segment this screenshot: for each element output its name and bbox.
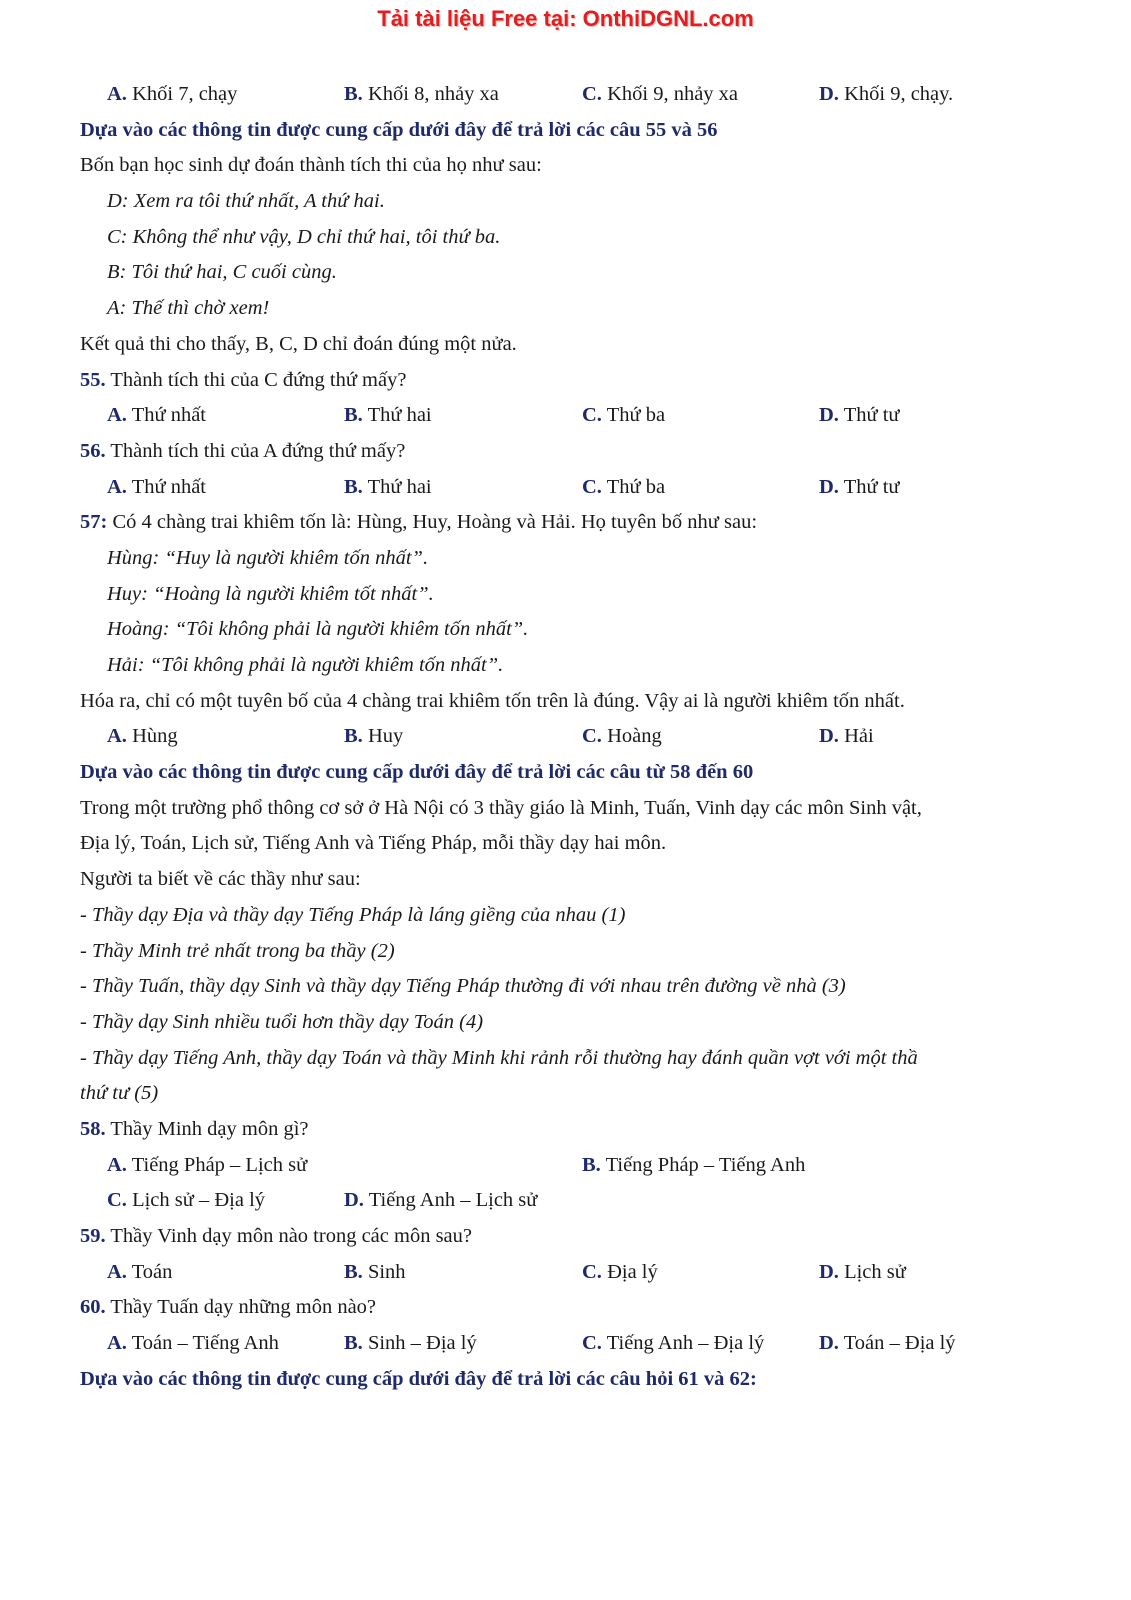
- q60-option-a: A. Toán – Tiếng Anh: [107, 1332, 279, 1355]
- q54-option-b: B. Khối 8, nhảy xa: [344, 83, 499, 105]
- q55-question: 55. Thành tích thi của C đứng thứ mấy?: [80, 368, 407, 391]
- q57-option-b: B. Huy: [344, 725, 404, 748]
- section2-paragraph: Địa lý, Toán, Lịch sử, Tiếng Anh và Tiếng Pháp, mỗi thầy dạy hai môn.: [80, 832, 667, 855]
- section1-heading: Dựa vào các thông tin được cung cấp dưới đây để trả lời các câu 55 và 56: [80, 118, 718, 141]
- q59-options: [80, 1255, 1080, 1291]
- q58-options-row1: [80, 1148, 1080, 1184]
- q55-option-a: A. Thứ nhất: [107, 404, 207, 427]
- q56-option-d: D. Thứ tư: [819, 475, 900, 498]
- section2-fact: - Thầy Minh trẻ nhất trong ba thầy (2): [80, 939, 395, 962]
- q58-option-c: C. Lịch sử – Địa lý: [107, 1189, 266, 1212]
- section1-statement: B: Tôi thứ hai, C cuối cùng.: [107, 261, 337, 284]
- q56-option-a: A. Thứ nhất: [107, 475, 207, 498]
- q55-option-c: C. Thứ ba: [582, 404, 666, 427]
- q57-options: [80, 719, 1080, 755]
- q59-option-c: C. Địa lý: [582, 1260, 658, 1283]
- q60-option-c: C. Tiếng Anh – Địa lý: [582, 1332, 765, 1355]
- section1-statement: A: Thế thì chờ xem!: [107, 297, 270, 320]
- section1-statement: C: Không thể như vậy, D chỉ thứ hai, tôi thứ ba.: [107, 225, 501, 248]
- q60-options: [80, 1326, 1080, 1362]
- q58-question: 58. Thầy Minh dạy môn gì?: [80, 1117, 309, 1140]
- q54-option-a: A. Khối 7, chạy: [107, 83, 238, 105]
- q59-question: 59. Thầy Vinh dạy môn nào trong các môn sau?: [80, 1225, 472, 1247]
- section2-fact: - Thầy Tuấn, thầy dạy Sinh và thầy dạy Tiếng Pháp thường đi với nhau trên đường về nhà (3): [80, 975, 846, 998]
- document-body: [80, 77, 1080, 1397]
- section2-intro: Người ta biết về các thầy như sau:: [80, 868, 361, 891]
- section2-fact: - Thầy dạy Địa và thầy dạy Tiếng Pháp là láng giềng của nhau (1): [80, 903, 626, 926]
- q58-option-a: A. Tiếng Pháp – Lịch sử: [107, 1153, 308, 1176]
- section2-fact: thứ tư (5): [80, 1082, 159, 1105]
- q56-option-b: B. Thứ hai: [344, 475, 432, 498]
- q59-option-a: A. Toán: [107, 1260, 173, 1283]
- q57-option-d: D. Hải: [819, 725, 874, 748]
- section1-result: Kết quả thi cho thấy, B, C, D chỉ đoán đúng một nửa.: [80, 332, 517, 355]
- section2-paragraph: Trong một trường phổ thông cơ sở ở Hà Nội có 3 thầy giáo là Minh, Tuấn, Vinh dạy các môn Sinh vật,: [80, 796, 922, 819]
- q56-option-c: C. Thứ ba: [582, 475, 666, 498]
- section2-fact: - Thầy dạy Sinh nhiều tuổi hơn thầy dạy Toán (4): [80, 1010, 484, 1033]
- q54-option-d: D. Khối 9, chạy.: [819, 83, 954, 105]
- section2-heading: Dựa vào các thông tin được cung cấp dưới đây để trả lời các câu từ 58 đến 60: [80, 761, 754, 784]
- q57-option-a: A. Hùng: [107, 725, 178, 748]
- q55-options: [80, 398, 1080, 434]
- q55-option-d: D. Thứ tư: [819, 404, 900, 427]
- q58-option-b: B. Tiếng Pháp – Tiếng Anh: [582, 1153, 806, 1176]
- q57-statement: Hùng: “Huy là người khiêm tốn nhất”.: [107, 546, 429, 569]
- q59-option-d: D. Lịch sử: [819, 1260, 906, 1283]
- q57-option-c: C. Hoàng: [582, 725, 662, 748]
- section2-fact: - Thầy dạy Tiếng Anh, thầy dạy Toán và thầy Minh khi rảnh rỗi thường hay đánh quần vợt với một thầ: [80, 1046, 918, 1069]
- q57-question: 57: Có 4 chàng trai khiêm tốn là: Hùng, Huy, Hoàng và Hải. Họ tuyên bố như sau:: [80, 511, 758, 534]
- q54-option-c: C. Khối 9, nhảy xa: [582, 83, 739, 105]
- section3-heading: Dựa vào các thông tin được cung cấp dưới đây để trả lời các câu hỏi 61 và 62:: [80, 1367, 757, 1390]
- site-banner: Tải tài liệu Free tại: OnthiDGNL.com: [377, 6, 754, 31]
- q55-option-b: B. Thứ hai: [344, 404, 432, 427]
- q59-option-b: B. Sinh: [344, 1260, 406, 1283]
- q57-statement: Huy: “Hoàng là người khiêm tốt nhất”.: [107, 582, 434, 605]
- q58-option-d: D. Tiếng Anh – Lịch sử: [344, 1189, 538, 1212]
- q57-statement: Hải: “Tôi không phải là người khiêm tốn nhất”.: [107, 654, 504, 676]
- q57-statement: Hoàng: “Tôi không phải là người khiêm tốn nhất”.: [107, 618, 529, 641]
- q60-question: 60. Thầy Tuấn dạy những môn nào?: [80, 1296, 377, 1319]
- q58-options-row2: [80, 1183, 1080, 1219]
- q56-options: [80, 470, 1080, 506]
- q60-option-b: B. Sinh – Địa lý: [344, 1332, 477, 1355]
- q54-options: [80, 77, 1080, 113]
- section1-statement: D: Xem ra tôi thứ nhất, A thứ hai.: [107, 190, 385, 213]
- section1-intro: Bốn bạn học sinh dự đoán thành tích thi của họ như sau:: [80, 154, 542, 177]
- q57-conclusion: Hóa ra, chỉ có một tuyên bố của 4 chàng trai khiêm tốn trên là đúng. Vậy ai là người khiêm tốn nhất.: [80, 689, 905, 712]
- q60-option-d: D. Toán – Địa lý: [819, 1332, 956, 1355]
- q56-question: 56. Thành tích thi của A đứng thứ mấy?: [80, 439, 406, 462]
